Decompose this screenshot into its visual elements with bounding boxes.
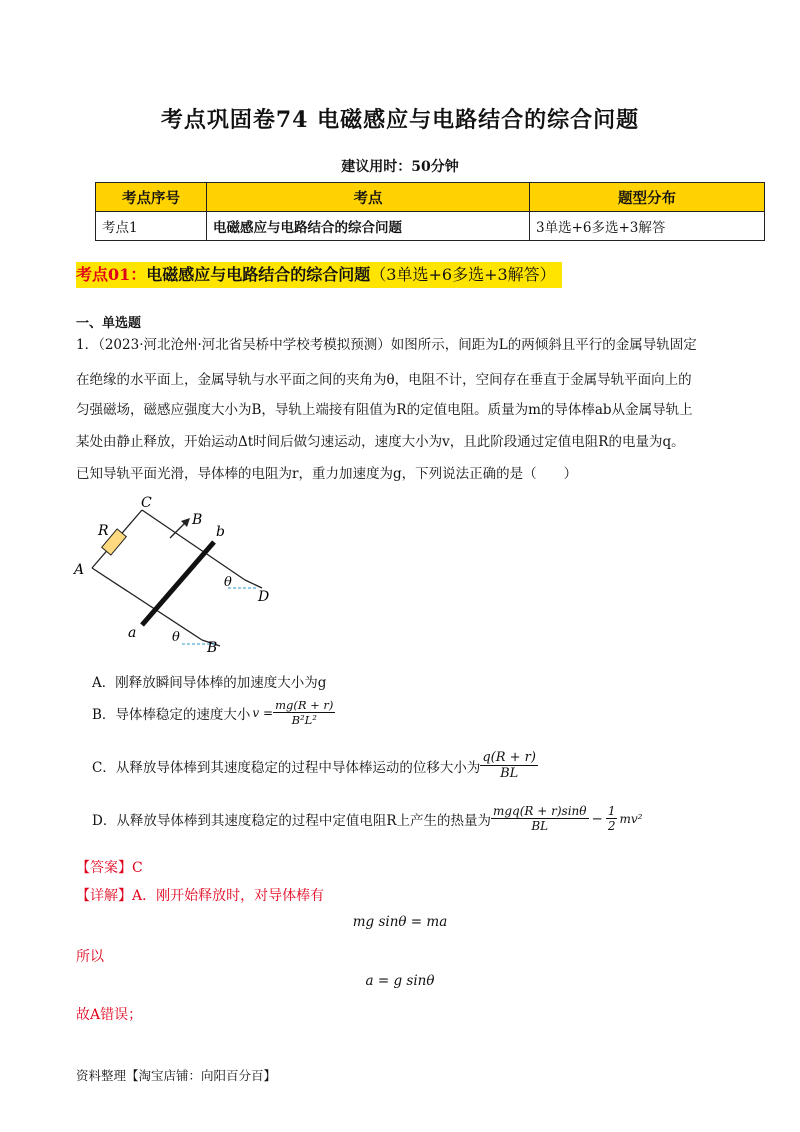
question-line: 已知导轨平面光滑，导体棒的电阻为r，重力加速度为g，下列说法正确的是（ ） <box>76 466 578 482</box>
option-d-tail: mv² <box>619 811 643 826</box>
topic-table <box>95 182 765 241</box>
fraction-numerator: mgq(R + r)sinθ <box>493 804 587 818</box>
option-b <box>92 698 335 727</box>
fraction-numerator: q(R + r) <box>482 750 536 765</box>
section-name: 电磁感应与电路结合的综合问题 <box>146 265 371 284</box>
section-distribution: （3单选+6多选+3解答） <box>370 265 556 284</box>
equation: a = g sinθ <box>365 973 435 989</box>
label-c: C <box>141 495 152 511</box>
section-heading <box>76 262 562 288</box>
page-footer: 资料整理【淘宝店铺：向阳百分百】 <box>76 1068 277 1083</box>
section-code: 考点01： <box>76 265 147 284</box>
answer-label: 【答案】C <box>76 860 143 876</box>
fraction-numerator: 1 <box>607 804 616 818</box>
table-cell: 3单选+6多选+3解答 <box>530 212 765 241</box>
rail-diagram <box>70 490 290 660</box>
question-line: 1．（2023·河北沧州·河北省吴桥中学校考模拟预测）如图所示，间距为L的两倾斜且平行的金属导轨固定 <box>76 337 697 353</box>
option-b-lhs: v = <box>252 705 274 720</box>
label-a: A <box>74 562 85 578</box>
option-d-text: D．从释放导体棒到其速度稳定的过程中定值电阻R上产生的热量为 <box>92 812 491 829</box>
fraction-denominator: BL <box>531 819 549 833</box>
label-theta: θ <box>224 575 232 590</box>
label-b-bottom: B <box>207 640 218 656</box>
label-b-end: b <box>216 524 225 540</box>
table-cell: 考点1 <box>96 212 207 241</box>
option-a: A．刚释放瞬间导体棒的加速度大小为g <box>92 675 327 691</box>
option-b-fraction <box>273 698 335 727</box>
fraction-denominator: BL <box>500 766 519 781</box>
option-d-fraction <box>491 804 589 833</box>
label-theta: θ <box>172 630 180 645</box>
equation: mg sinθ = ma <box>352 914 448 930</box>
table-header: 考点 <box>207 183 530 212</box>
answer-detail: 【详解】A．刚开始释放时，对导体棒有 <box>76 888 325 904</box>
minus-sign: − <box>591 810 603 827</box>
suggested-time: 建议用时：50分钟 <box>341 159 459 175</box>
page-title: 考点巩固卷74 电磁感应与电路结合的综合问题 <box>160 107 640 133</box>
label-a-end: a <box>128 625 137 641</box>
option-d <box>92 804 642 833</box>
option-c-text: C．从释放导体棒到其速度稳定的过程中导体棒运动的位移大小为 <box>92 759 481 776</box>
option-b-text: B．导体棒稳定的速度大小 <box>92 706 251 723</box>
question-line: 某处由静止释放，开始运动Δt时间后做匀速运动，速度大小为v，且此阶段通过定值电阻R的电量为q。 <box>76 434 685 450</box>
label-b-field: B <box>192 512 203 528</box>
option-c-fraction <box>480 750 538 781</box>
table-row <box>96 212 765 241</box>
table-cell: 电磁感应与电路结合的综合问题 <box>207 212 530 241</box>
answer-conclusion: 故A错误； <box>76 1007 143 1023</box>
fraction-denominator: 2 <box>607 819 616 833</box>
part-heading: 一、单选题 <box>76 316 142 331</box>
option-d-half <box>606 804 618 833</box>
fraction-denominator: B²L² <box>291 713 317 727</box>
question-line: 在绝缘的水平面上，金属导轨与水平面之间的夹角为θ，电阻不计，空间存在垂直于金属导轨平面向上的 <box>76 372 692 388</box>
answer-so: 所以 <box>76 949 104 965</box>
label-r: R <box>98 523 109 539</box>
table-header: 考点序号 <box>96 183 207 212</box>
option-c <box>92 750 538 781</box>
label-d: D <box>258 589 270 605</box>
fraction-numerator: mg(R + r) <box>275 698 334 712</box>
table-header-row <box>96 183 765 212</box>
question-line: 匀强磁场，磁感应强度大小为B，导轨上端接有阻值为R的定值电阻。质量为m的导体棒ab从金属导轨上 <box>76 402 693 418</box>
table-header: 题型分布 <box>530 183 765 212</box>
